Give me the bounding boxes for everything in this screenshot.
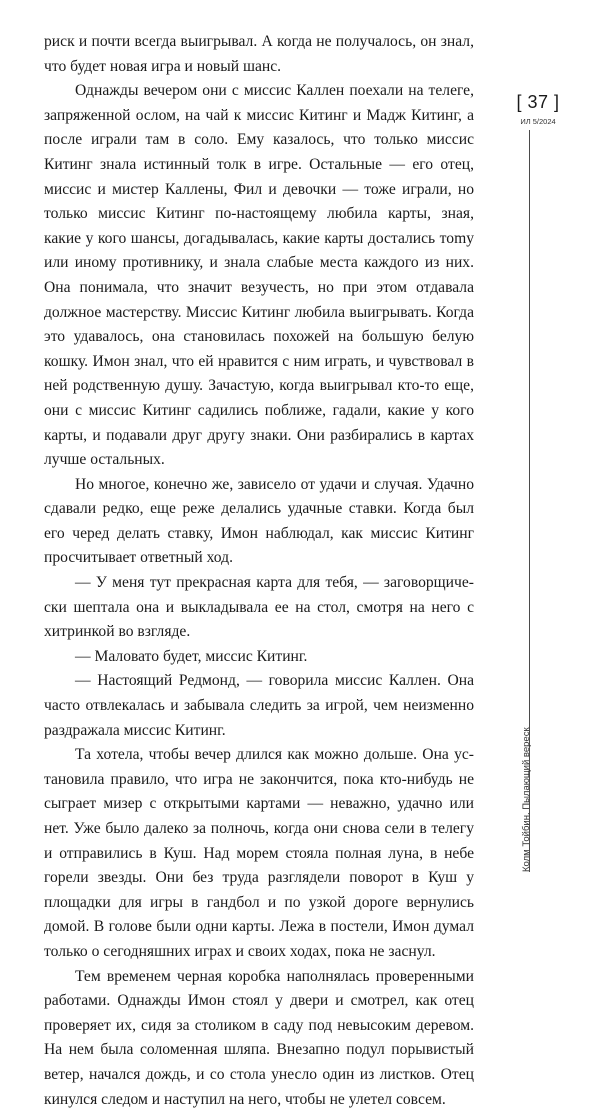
paragraph-5: — Маловато будет, миссис Китинг. — [75, 647, 308, 665]
paragraph-8: Тем временем черная коробка наполнялась проверенными работами. Однажды Имон стоял у двери и смотрел, как отец проверяет их, сидя за столиком в саду под невысоким деревом. На нем была соломенная шляпа. Внезапно подул порывистый ветер, начался дождь, и со стола унесло один из листков. Отец кинулся следом и наступил на него, чтобы не улетел совсем. — [44, 967, 474, 1108]
paragraph-1: риск и почти всегда выигрывал. А когда не получалось, он знал, что будет новая игра и новый шанс. — [44, 33, 474, 75]
paragraph-6: — Настоящий Редмонд, — говорила миссис Каллен. Она часто отвлекалась и забывала следить за игрой, чем неизменно раздражала миссис Китинг. — [44, 672, 474, 739]
running-title: Колм Тойбин. Пылающий вереск — [521, 727, 532, 872]
page-number: [ 37 ] — [516, 92, 560, 112]
paragraph-4: — У меня тут прекрасная карта для тебя, — заговорщически шептала она и выкладывала ее на стол, смотря на него с хитринкой во взгляде. — [44, 574, 474, 641]
paragraph-3: Но многое, конечно же, зависело от удачи и случая. Удачно сдавали редко, еще реже делались удачные ставки. Когда был его черед делать ставку, Имон наблюдал, как миссис Китинг просчитывает ответный ход. — [44, 475, 474, 567]
issue-label: ИЛ 5/2024 — [520, 117, 556, 126]
paragraph-7: Та хотела, чтобы вечер длился как можно дольше. Она установила правило, что игра не закончится, пока кто-нибудь не сыграет мизер с открытыми картами — неважно, удачно или нет. Уже было далеко за полночь, когда они снова сели в телегу и отправились в Куш. Над морем стояла полная луна, в небе горели звезды. Они без труда разглядели поворот в Куш у площадки для игры в гандбол и по узкой дороге вернулись домой. В голове были одни карты. Лежа в постели, Имон думал только о сегодняшних играх и своих ходах, пока не заснул. — [44, 746, 474, 960]
paragraph-2: Однажды вечером они с миссис Каллен поехали на телеге, запряженной ослом, на чай к миссис Китинг и Мадж Китинг, а после играли там в соло. Ему казалось, что только миссис Китинг знала истинный толк в игре. Остальные — его отец, миссис и мистер Каллены, Фил и девочки — тоже играли, но только миссис Китинг по-настоящему любила карты, зная, какие у кого шансы, догадывалась, какие карты достались тоmу или иному противнику, и знала слабые места каждого из них. Она понимала, что значит везучесть, но при этом отдавала должное мастерству. Миссис Китинг любила выигрывать. Когда это удавалось, она становилась похожей на большую белую кошку. Имон знал, что ей нравится с ним играть, и чувствовал в ней родственную душу. Зачастую, когда выигрывал кто-то еще, они с миссис Китинг садились поближе, гадали, какие у кого карты, и подавали друг другу знаки. Они разбирались в картах лучше остальных. — [44, 82, 474, 469]
body-text — [44, 30, 474, 1112]
